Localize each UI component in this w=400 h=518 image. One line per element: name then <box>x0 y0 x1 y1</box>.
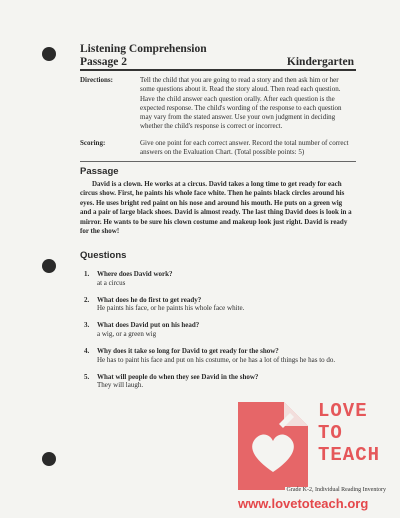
watermark-logo-text <box>318 400 380 466</box>
question-text: Where does David work? <box>97 270 173 278</box>
question-item <box>80 321 355 338</box>
binder-hole <box>42 452 56 466</box>
page-footer: Grade K-2, Individual Reading Inventory <box>286 487 386 493</box>
question-number: 3. <box>84 321 90 330</box>
page-title <box>80 43 207 69</box>
logo-line: LOVE <box>318 400 368 422</box>
answer-text: They will laugh. <box>97 381 144 390</box>
directions-text: Tell the child that you are going to read a story and then ask him or her some questions about it. Read the story aloud. Then read each question. Have the child answer each question orally. After each question is the expected response. The child's wording of the response to each question may vary from the stated answer. Use your own judgment in deciding whether the child's response is correct or incorrect. <box>140 76 342 131</box>
answer-text: He has to paint his face and put on his costume, or he has a lot of things he has to do. <box>97 355 336 364</box>
question-item <box>80 296 355 313</box>
question-item <box>80 373 355 390</box>
question-text: What will people do when they see David in the show? <box>97 372 259 381</box>
question-number: 1. <box>84 270 90 278</box>
question-item <box>80 347 355 364</box>
passage-text: David is a clown. He works at a circus. David takes a long time to get ready for each circus show. First, he paints his whole face white. Then he paints black circles around his eyes. He uses bright red paint on his nose and around his mouth. He puts on a green wig and a pair of large black shoes. David is almost ready. The last thing David does is look in a mirror. He wants to be sure his clown costume and makeup look just right. David is ready for the show! <box>80 180 352 236</box>
logo-line: TO <box>318 422 343 444</box>
question-text: What does he do first to get ready? <box>97 295 202 304</box>
scoring-text: Give one point for each correct answer. Record the total number of correct answers on the Evaluation Chart. (Total possible points: 5) <box>140 139 349 157</box>
title-line-1: Listening Comprehension <box>80 43 207 55</box>
scoring-label: Scoring: <box>80 139 106 147</box>
question-text: Why does it take so long for David to get ready for the show? <box>97 347 279 356</box>
binder-hole <box>42 259 56 273</box>
answer-text: at a circus <box>97 278 126 287</box>
answer-text: He paints his face, or he paints his whole face white. <box>97 304 245 313</box>
section-divider <box>80 161 356 162</box>
passage-heading: Passage <box>80 166 119 177</box>
question-item <box>80 270 355 287</box>
grade-level: Kindergarten <box>286 56 354 68</box>
questions-heading: Questions <box>80 250 127 261</box>
logo-line: TEACH <box>318 444 381 466</box>
questions-list <box>80 270 355 398</box>
watermark-url[interactable]: www.lovetoteach.org <box>238 496 369 511</box>
question-number: 2. <box>84 295 90 304</box>
question-text: What does David put on his head? <box>97 321 200 330</box>
question-number: 5. <box>84 372 90 381</box>
question-number: 4. <box>84 347 90 356</box>
header-rule <box>80 69 356 71</box>
title-line-2: Passage 2 <box>80 56 127 68</box>
directions-label: Directions: <box>80 76 113 84</box>
binder-hole <box>42 47 56 61</box>
answer-text: a wig, or a green wig <box>97 329 157 338</box>
